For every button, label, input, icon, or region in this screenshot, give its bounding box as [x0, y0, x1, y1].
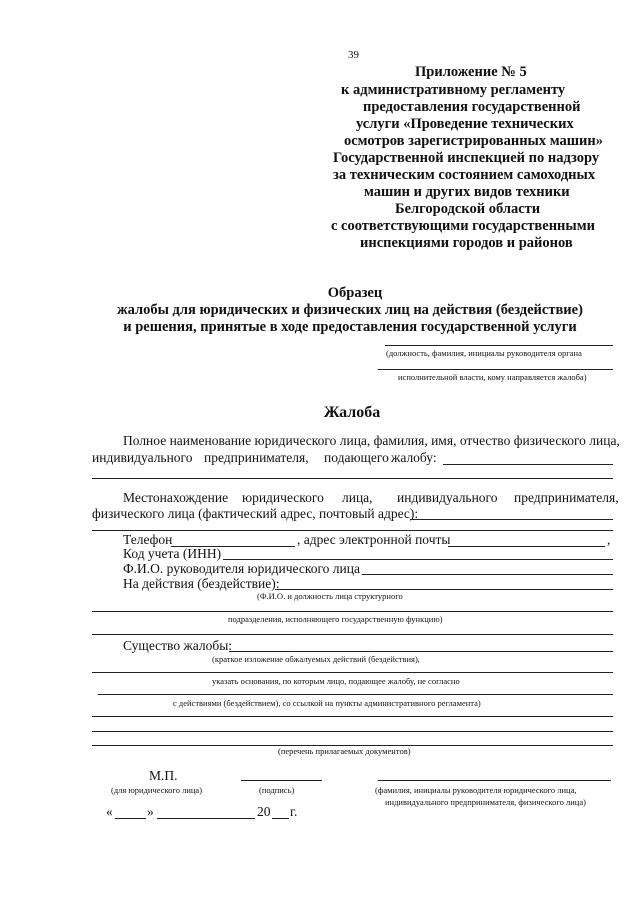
director-label: Ф.И.О. руководителя юридического лица	[123, 561, 360, 576]
location-label: юридического	[242, 490, 324, 505]
signer-name-caption: индивидуального предпринимателя, физического лица)	[385, 797, 586, 807]
date-day-field[interactable]	[115, 818, 146, 819]
essence-label: Существо жалобы:	[123, 638, 233, 653]
essence-field[interactable]	[92, 716, 613, 717]
date-year-prefix: 20	[257, 804, 271, 819]
essence-caption: (краткое изложение обжалуемых действий (бездействия),	[212, 654, 420, 664]
date-quote-close: »	[147, 804, 154, 819]
location-label: физического лица (фактический адрес, почтовый адрес):	[92, 506, 419, 521]
essence-field[interactable]	[98, 694, 613, 695]
actions-caption: (Ф.И.О. и должность лица структурного	[257, 591, 403, 601]
email-label: , адрес электронной почты	[297, 532, 451, 547]
stamp-caption: (для юридического лица)	[111, 785, 203, 795]
appendix-line: к административному регламенту	[341, 82, 566, 98]
name-label: Полное наименование юридического лица, фамилия, имя, отчество физического лица,	[123, 433, 620, 448]
actions-caption: подразделения, исполняющего государственную функцию)	[228, 614, 443, 624]
appendix-line: инспекциями городов и районов	[360, 235, 573, 251]
complaint-title: Жалоба	[323, 404, 381, 421]
date-year-field[interactable]	[272, 818, 289, 819]
actions-field[interactable]	[92, 611, 613, 612]
actions-label: На действия (бездействие):	[123, 576, 280, 591]
inn-label: Код учета (ИНН)	[123, 546, 222, 561]
director-field[interactable]	[362, 574, 613, 575]
email-comma: ,	[607, 532, 611, 547]
essence-field[interactable]	[92, 731, 613, 732]
essence-field[interactable]	[92, 672, 613, 673]
location-field[interactable]	[410, 519, 613, 520]
addressee-line[interactable]	[385, 345, 613, 346]
actions-field[interactable]	[275, 589, 613, 590]
appendix-line: Государственной инспекцией по надзору	[333, 150, 600, 166]
name-field[interactable]	[92, 478, 613, 479]
sample-subtitle-line1: жалобы для юридических и физических лиц на действия (бездействие)	[117, 302, 583, 318]
name-label: индивидуального	[92, 450, 193, 465]
date-month-field[interactable]	[157, 818, 255, 819]
location-label: индивидуального	[397, 490, 498, 505]
stamp-label: М.П.	[149, 768, 178, 783]
location-label: предпринимателя,	[514, 490, 619, 505]
appendix-line: машин и других видов техники	[364, 184, 570, 200]
email-field[interactable]	[448, 546, 605, 547]
location-label: лица,	[342, 490, 373, 505]
addressee-caption: (должность, фамилия, инициалы руководителя органа	[386, 348, 582, 358]
essence-field[interactable]	[229, 651, 613, 652]
sample-subtitle-line2: и решения, принятые в ходе предоставления государственной услуги	[123, 319, 577, 335]
inn-field[interactable]	[223, 559, 613, 560]
sample-title: Образец	[327, 285, 383, 301]
appendix-line: за техническим состоянием самоходных	[333, 167, 596, 183]
appendix-line: осмотров зарегистрированных машин»	[344, 133, 603, 149]
page-number: 39	[348, 49, 359, 61]
appendix-line: услуги «Проведение технических	[356, 116, 574, 132]
addressee-caption: исполнительной власти, кому направляется жалоба)	[398, 372, 587, 382]
date-year-suffix: г.	[290, 804, 298, 819]
actions-field[interactable]	[92, 634, 613, 635]
name-field[interactable]	[443, 464, 613, 465]
location-label: Местонахождение	[123, 490, 229, 505]
appendix-title: Приложение № 5	[415, 64, 527, 80]
signer-name-caption: (фамилия, инициалы руководителя юридического лица,	[375, 785, 577, 795]
signature-caption: (подпись)	[259, 785, 295, 795]
name-label: предпринимателя,	[204, 450, 309, 465]
essence-caption: указать основания, по которым лицо, подающее жалобу, не согласно	[212, 676, 460, 686]
essence-caption: с действиями (бездействием), со ссылкой на пункты административного регламента)	[173, 698, 481, 708]
name-label: жалобу:	[391, 450, 437, 465]
appendix-line: Белгородской области	[395, 201, 541, 217]
addressee-line[interactable]	[378, 369, 613, 370]
phone-label: Телефон	[123, 532, 173, 547]
location-field[interactable]	[92, 530, 613, 531]
signature-field[interactable]	[241, 780, 322, 781]
signer-name-field[interactable]	[378, 780, 611, 781]
docs-caption: (перечень прилагаемых документов)	[278, 746, 411, 756]
name-label: подающего	[324, 450, 389, 465]
appendix-line: с соответствующими государственными	[331, 218, 595, 234]
date-quote-open: «	[106, 804, 113, 819]
appendix-line: предоставления государственной	[363, 99, 581, 115]
